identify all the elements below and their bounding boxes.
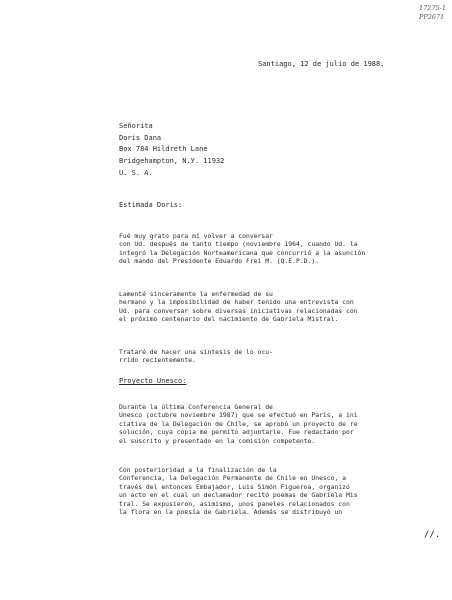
address-line-4: Bridgehampton, N.Y. 11932 — [119, 157, 225, 165]
address-line-3: Box 784 Hildreth Lane — [119, 145, 208, 153]
address-line-2: Doris Dana — [119, 134, 162, 142]
archive-annotation-1: 17275-1 — [419, 4, 447, 12]
section-paragraph-1: Durante la última Conferencia General de Unesco (octubre noviembre 1987) que se efectuó en París, a ini ciativa de la Delegación de Chile, se aprobó un proyecto de re solución, cuya copia me permito adjuntarle. Fue redactado por el suscrito y presentado en la comisión competente. — [119, 403, 358, 445]
paragraph-1: Fué muy grato para mí volver a conversar con Ud. después de tanto tiempo (noviembre 1964, cuando Ud. la integró la Delegación Norteamericana que concurrió a la asunción del mando del Presidente Eduardo Frei M. (Q.E.P.D.). — [119, 232, 366, 266]
paragraph-3: Trataré de hacer una síntesis de lo ocu- rrido recientemente. — [119, 348, 273, 365]
letter-date: Santiago, 12 de julio de 1988. — [258, 60, 385, 68]
continuation-mark: //. — [424, 530, 441, 540]
salutation: Estimada Doris: — [119, 201, 183, 209]
section-paragraph-2: Con posterioridad a la finalización de la Conferencia, la Delegación Permanente de Chile en Unesco, a través del entonces Embajador, Luis Simón Figueroa, organizó un acto en el cual un declamador recitó poemas de Gabriela Mis tral. Se expusieron, asimismo, unos paneles relacionados con la flora en la poesía de Gabriela. Además se distribuyó un — [119, 466, 358, 517]
section-heading: Proyecto Unesco: — [119, 377, 187, 385]
archive-annotation-2: PP2671 — [419, 13, 445, 21]
address-line-1: Señorita — [119, 122, 153, 130]
paragraph-2: Lamenté sinceramente la enfermedad de su hermano y la imposibilidad de haber tenido una entrevista con Ud. para conversar sobre diversas iniciativas relacionadas con el próximo centenario del nacimiento de Gabriela Mistral. — [119, 290, 358, 324]
address-line-5: U. S. A. — [119, 169, 153, 177]
